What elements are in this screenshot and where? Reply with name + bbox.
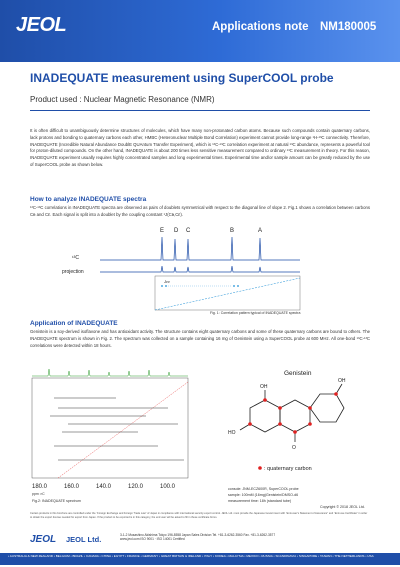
x-tick: 160.0 [64, 484, 80, 490]
footer-address-line: 3-1-2 Musashino Akishima Tokyo 196-8558 Japan Sales Division Tel. +81-3-6262-3560 Fax. +81-3-6262-3577 [120, 533, 276, 537]
x-tick: 100.0 [160, 484, 176, 490]
condition-console: console: JNM-ECZ600R, SuperCOOL probe [228, 487, 299, 491]
quaternary-carbon-dot [293, 430, 297, 434]
intro-paragraph: It is often difficult to unambiguously determine structures of molecules, which have many non-protonated carbon atoms. Because such compounds contain quaternary carbons, lack protons and bonding to quaternary carbons each other, HMBC (Heteronuclear Multiple Bond Correlation) experiment cannot provide long-range ¹H-¹³C connectivity. Therefore, INADEQUATE (Incredible Natural Abundance DoublE QUAntum Transfer Experiment), which is ¹³C-¹³C correlation experiment at natural ¹³C abundance, represents a powerful tool for proton-diluted compounds. On the other hand, INADEQUATE is about 200 times less sensitive measurement compared to ordinary ¹³C measurement in theory. For this reason, INADEQUATE experiment usually requires highly concentrated samples and long experimental times. Experimental time and/or sample amount can be greatly reduced by the use of SuperCOOL probe as shown below. [30, 128, 370, 167]
section-analyze-text: ¹³C-¹³C correlations in INADEQUATE spectra are observed as pairs of doublets symmetrical with respect to the diagonal line of slope 2. Fig.1 shows a correlation between carbons Cᴃ and Cᴇ. Each signal is split into a doublet by the coupling constant ¹J(Cᴃ,Cᴇ). [30, 205, 370, 217]
applications-note-label: Applications note [212, 21, 309, 33]
ho-label: HO [228, 430, 236, 436]
doublet-peak [233, 285, 235, 287]
molecule-title: Genistein [284, 370, 312, 377]
product-used: Product used : Nuclear Magnetic Resonance (NMR) [30, 95, 215, 104]
ring-c [280, 400, 310, 432]
peak-label-b: B [230, 228, 235, 234]
page-title: INADEQUATE measurement using SuperCOOL probe [30, 71, 334, 85]
quaternary-carbon-dot [334, 392, 338, 396]
title-divider [30, 110, 370, 111]
export-disclaimer: Certain products in this brochure are controlled under the “Foreign Exchange and Foreign Trade Law” of Japan in compliance with international security export control. JEOL Ltd. must provide the Japanese Government with “End-user's Statement of Assurance” and “End-use Certificate” in order to obtain the export license needed for export from Japan. If the product to be exported is in this category, the end user will be asked to fill in these certificate forms. [30, 512, 368, 519]
genistein-structure [220, 368, 380, 483]
doublet-peak [237, 285, 239, 287]
section-heading-analyze: How to analyze INADEQUATE spectra [30, 196, 147, 203]
ring-b [310, 394, 344, 422]
copyright: Copyright © 2018 JEOL Ltd. [320, 505, 365, 509]
ring-a [250, 400, 280, 432]
legend-dot [258, 466, 262, 470]
figure-2-spectrum [28, 368, 196, 504]
fig2-projection-trace [32, 369, 188, 376]
condition-time: measurement time: 18h (standard tube) [228, 499, 292, 503]
quaternary-carbon-dot [308, 406, 312, 410]
section-heading-application: Application of INADEQUATE [30, 320, 118, 327]
footer-countries: • AUSTRALIA & NEW ZEALAND • BELGIUM • BRAZIL • CANADA • CHINA • EGYPT • FRANCE • GERMANY • GREAT BRITAIN & IRELAND • ITALY • KOREA • MALAYSIA • MEXICO • RUSSIA • SCANDINAVIA • SINGAPORE • TAIWAN • THE NETHERLANDS • USA [0, 553, 400, 565]
footer-url[interactable]: www.jeol.com ISO 9001 · ISO 14001 Certified [120, 537, 185, 542]
x-tick: 120.0 [128, 484, 144, 490]
fig2-caption: Fig.2: INADEQUATE spectrum [32, 499, 81, 503]
spectrum-13c-trace [100, 237, 300, 260]
ppm-label: ppm ¹³C [32, 492, 45, 496]
quaternary-carbon-dot [248, 422, 252, 426]
section-application-text: Genistein is a soy-derived isoflavone and has antioxidant activity. The structure contains eight quaternary carbons and some of these quaternary carbons are bound to others. The INADEQUATE spectrum is shown in Fig. 2. The spectrum was collected on a sample containing 16 mg of Genistein using a SuperCOOL probe at 600 MHz. All one-bond ¹³C-¹³C correlations were detected within 18 hours. [30, 329, 370, 348]
projection-trace [100, 266, 300, 272]
peak-label-d: D [174, 228, 179, 234]
quaternary-carbon-dot [308, 422, 312, 426]
axis-label-13c: ¹³C [72, 255, 79, 261]
peak-label-c: C [186, 228, 191, 234]
quaternary-carbon-dot [278, 422, 282, 426]
fig1-2d-box [155, 276, 300, 310]
note-number: NM180005 [320, 21, 377, 33]
peak-label-a: A [258, 228, 263, 234]
legend-text: : quaternary carbon [264, 466, 312, 472]
doublet-peak [161, 285, 163, 287]
doublet-peak [165, 285, 167, 287]
x-tick: 180.0 [32, 484, 48, 490]
oh-label-left: OH [260, 384, 268, 390]
quaternary-carbon-dot [263, 398, 267, 402]
x-tick: 140.0 [96, 484, 112, 490]
fig2-plot-box [32, 378, 188, 478]
figure-1-diagram [60, 222, 360, 315]
oh-label-top: OH [338, 378, 346, 384]
footer-company: JEOL Ltd. [66, 535, 102, 544]
condition-sample: sample: 100mM (16mg)Genistein/DMSO-d6 [228, 493, 299, 497]
fig1-caption: Fig. 1: Correlation pattern typical of INADEQUATE spectra [210, 311, 301, 315]
carbonyl-o-label: O [292, 445, 296, 451]
peak-label-e: E [160, 228, 165, 234]
footer-jeol-logo: JEOL [30, 534, 57, 545]
jeol-logo: JEOL [16, 14, 67, 36]
footer-address [120, 533, 380, 542]
axis-label-projection: projection [62, 269, 84, 275]
jcc-label: Jcc [164, 279, 170, 284]
quaternary-carbon-dot [278, 406, 282, 410]
